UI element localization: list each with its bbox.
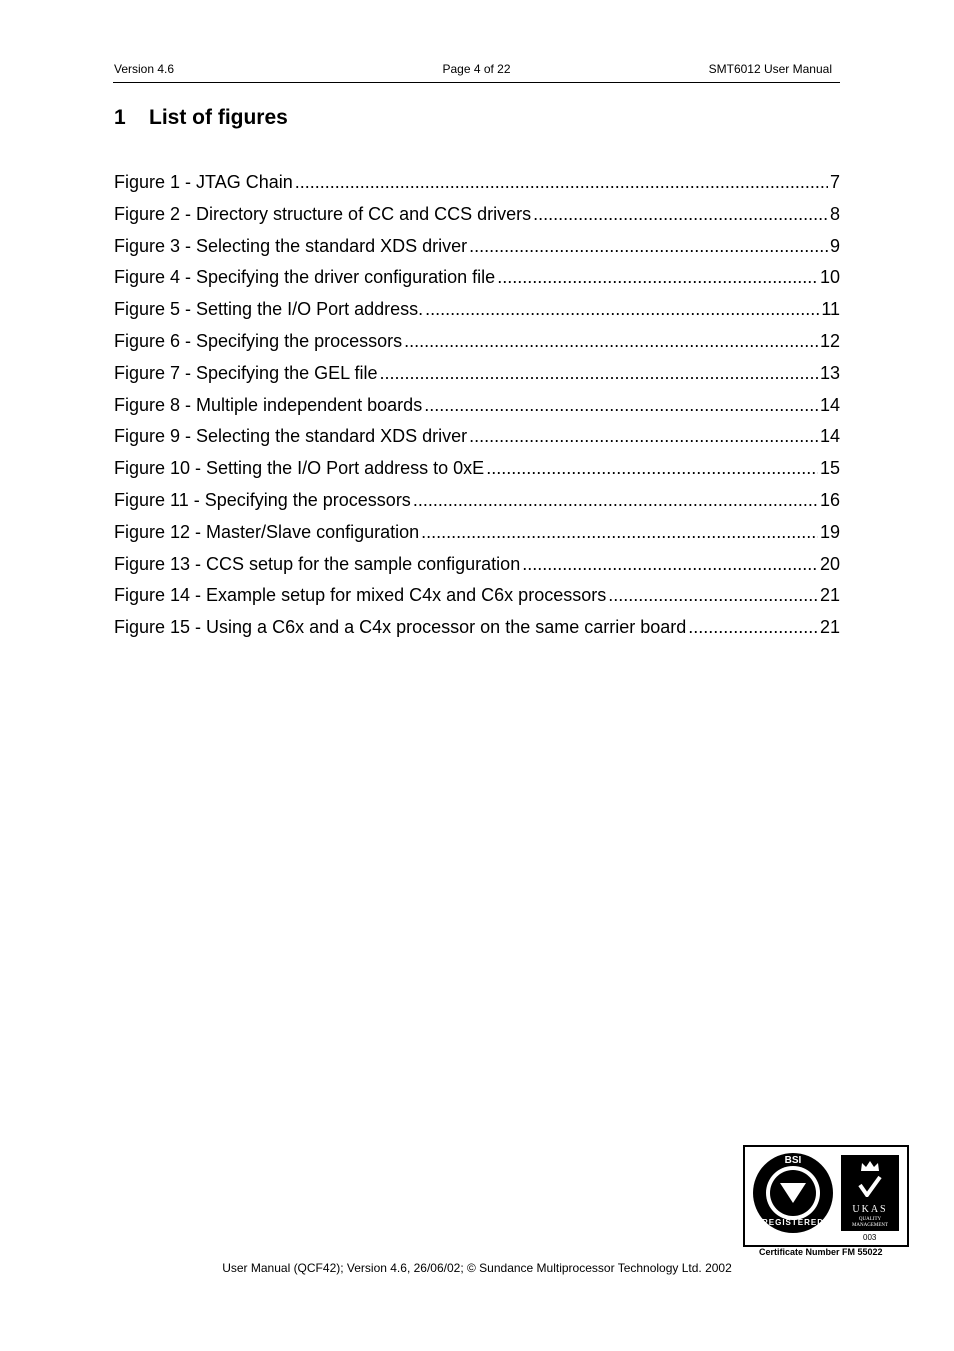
toc-leader-dots — [424, 395, 818, 416]
toc-entry-page: 15 — [819, 458, 840, 479]
toc-leader-dots — [379, 363, 818, 384]
toc-entry[interactable] — [114, 204, 840, 236]
ukas-logo-subtext: QUALITY MANAGEMENT — [851, 1217, 889, 1228]
toc-entry-label: Figure 4 - Specifying the driver configuration file — [114, 267, 496, 288]
toc-leader-dots — [295, 172, 828, 193]
toc-entry-page: 7 — [829, 172, 840, 192]
toc-entry[interactable] — [114, 585, 840, 617]
toc-entry[interactable] — [114, 617, 840, 649]
toc-entry[interactable] — [114, 458, 840, 490]
toc-leader-dots — [497, 267, 818, 288]
certification-logo — [743, 1145, 909, 1247]
toc-entry-page: 12 — [819, 330, 840, 351]
page-header — [113, 61, 840, 83]
header-page-number: Page 4 of 22 — [442, 62, 511, 76]
toc-entry-page: 19 — [819, 521, 840, 542]
toc-entry-label: Figure 2 - Directory structure of CC and CCS drivers — [114, 203, 532, 224]
toc-entry[interactable] — [114, 299, 840, 331]
toc-entry-label: Figure 1 - JTAG Chain — [114, 172, 293, 192]
toc-entry-page: 14 — [819, 394, 840, 415]
toc-entry-page: 16 — [819, 489, 840, 510]
toc-leader-dots — [469, 426, 818, 447]
toc-leader-dots — [688, 617, 818, 638]
toc-entry-label: Figure 15 - Using a C6x and a C4x processor on the same carrier board — [114, 617, 687, 638]
toc-leader-dots — [425, 299, 819, 320]
toc-entry-page: 8 — [829, 203, 840, 224]
toc-entry[interactable] — [114, 363, 840, 395]
toc-leader-dots — [469, 236, 828, 257]
toc-entry-label: Figure 8 - Multiple independent boards — [114, 394, 423, 415]
toc-entry-label: Figure 12 - Master/Slave configuration — [114, 521, 420, 542]
toc-entry-label: Figure 13 - CCS setup for the sample configuration — [114, 553, 521, 574]
toc-leader-dots — [533, 204, 828, 225]
toc-entry[interactable] — [114, 426, 840, 458]
toc-entry-label: Figure 5 - Setting the I/O Port address. — [114, 299, 424, 320]
toc-entry-label: Figure 11 - Specifying the processors — [114, 489, 411, 510]
section-number: 1 — [114, 106, 126, 129]
toc-entry-label: Figure 9 - Selecting the standard XDS driver — [114, 426, 468, 447]
toc-entry[interactable] — [114, 522, 840, 554]
toc-entry[interactable] — [114, 172, 840, 204]
crown-icon — [860, 1159, 880, 1173]
bsi-logo-text: BSI — [784, 1155, 802, 1166]
bsi-registered-text: REGISTERED — [761, 1218, 824, 1227]
toc-entry-page: 13 — [819, 362, 840, 383]
list-of-figures — [114, 172, 840, 649]
toc-entry-page: 10 — [819, 267, 840, 288]
toc-entry-label: Figure 10 - Setting the I/O Port address to 0xE — [114, 458, 485, 479]
toc-entry[interactable] — [114, 267, 840, 299]
section-title: List of figures — [149, 106, 288, 129]
toc-entry-label: Figure 6 - Specifying the processors — [114, 330, 403, 351]
ukas-logo — [841, 1155, 899, 1231]
toc-entry-page: 21 — [819, 585, 840, 606]
toc-leader-dots — [404, 331, 818, 352]
certification-code: 003 — [863, 1233, 877, 1242]
toc-entry-page: 9 — [829, 235, 840, 256]
certificate-number: Certificate Number FM 55022 — [759, 1247, 883, 1257]
toc-leader-dots — [486, 458, 818, 479]
toc-entry[interactable] — [114, 236, 840, 268]
toc-entry[interactable] — [114, 554, 840, 586]
toc-entry[interactable] — [114, 490, 840, 522]
toc-entry[interactable] — [114, 331, 840, 363]
toc-entry-label: Figure 14 - Example setup for mixed C4x and C6x processors — [114, 585, 607, 606]
header-document-title: SMT6012 User Manual — [708, 62, 832, 76]
toc-entry[interactable] — [114, 395, 840, 427]
ukas-logo-text: UKAS — [852, 1204, 888, 1215]
bsi-registered-logo — [753, 1153, 833, 1233]
page-footer: User Manual (QCF42); Version 4.6, 26/06/02; © Sundance Multiprocessor Technology Ltd. 2002 — [222, 1261, 732, 1275]
toc-entry-page: 20 — [819, 553, 840, 574]
toc-entry-label: Figure 3 - Selecting the standard XDS driver — [114, 235, 468, 256]
toc-entry-page: 11 — [821, 299, 840, 320]
toc-leader-dots — [421, 522, 818, 543]
section-heading — [114, 106, 288, 130]
bsi-triangle-icon — [780, 1183, 806, 1203]
toc-entry-page: 21 — [819, 617, 840, 638]
toc-leader-dots — [608, 585, 818, 606]
toc-entry-page: 14 — [819, 426, 840, 447]
toc-leader-dots — [413, 490, 818, 511]
checkmark-icon — [858, 1175, 882, 1197]
toc-leader-dots — [522, 554, 818, 575]
toc-entry-label: Figure 7 - Specifying the GEL file — [114, 362, 378, 383]
header-version: Version 4.6 — [114, 62, 175, 76]
